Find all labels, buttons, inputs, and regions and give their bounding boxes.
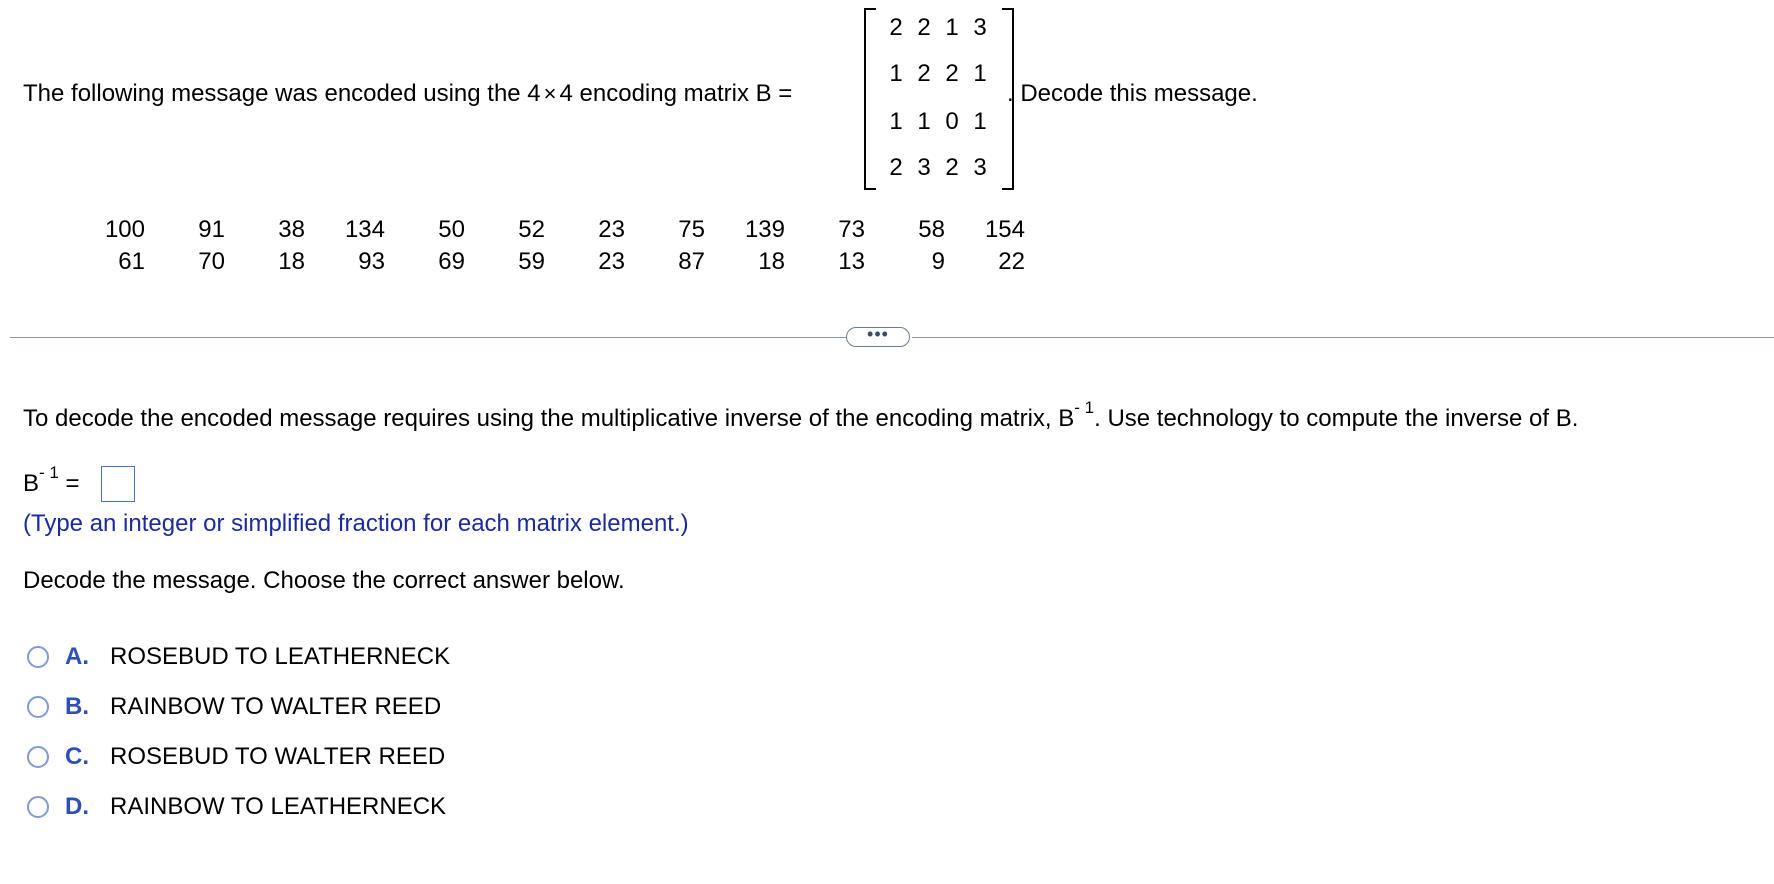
radio-button-icon[interactable] (27, 646, 49, 668)
matrix-cell: 0 (945, 108, 959, 135)
intro-text: The following message was encoded using the 4 (23, 80, 541, 107)
instruction-after: . Use technology to compute the inverse of B. (1094, 405, 1579, 432)
matrix-cell: 2 (917, 14, 931, 41)
matrix-cell: 3 (973, 14, 987, 41)
matrix-cell: 3 (917, 154, 931, 181)
encoded-number: 23 (598, 248, 625, 275)
inverse-matrix-input[interactable] (101, 466, 135, 502)
radio-button-icon[interactable] (27, 696, 49, 718)
option-text: RAINBOW TO WALTER REED (110, 693, 442, 720)
encoded-number: 9 (931, 248, 945, 275)
encoded-number: 52 (518, 216, 545, 243)
encoded-number: 69 (438, 248, 465, 275)
inverse-label-equals: = (58, 470, 80, 497)
option-text: ROSEBUD TO WALTER REED (110, 743, 446, 770)
section-divider (912, 337, 1774, 338)
encoded-number: 23 (598, 216, 625, 243)
encoded-number: 70 (198, 248, 225, 275)
option-letter: A. (65, 643, 89, 670)
encoded-number: 100 (104, 216, 145, 243)
matrix-row (884, 153, 994, 183)
encoded-number: 22 (998, 248, 1025, 275)
matrix-cell: 1 (945, 14, 959, 41)
instruction-text (23, 398, 1579, 433)
encoded-number: 50 (438, 216, 465, 243)
matrix-cell: 3 (973, 154, 987, 181)
encoded-number: 75 (678, 216, 705, 243)
matrix-cell: 1 (973, 108, 987, 135)
encoded-number: 93 (358, 248, 385, 275)
inverse-label (23, 463, 80, 498)
encoded-number: 13 (838, 248, 865, 275)
matrix-row (884, 107, 994, 137)
encoded-number: 18 (278, 248, 305, 275)
radio-button-icon[interactable] (27, 796, 49, 818)
instruction-before: To decode the encoded message requires using the multiplicative inverse of the encoding matrix, B (23, 405, 1075, 432)
encoded-number: 59 (518, 248, 545, 275)
times-symbol: × (543, 81, 557, 106)
matrix-cell: 2 (889, 154, 903, 181)
problem-intro (23, 80, 792, 108)
encoded-number: 73 (838, 216, 865, 243)
encoded-number: 134 (344, 216, 385, 243)
matrix-cell: 1 (973, 60, 987, 87)
encoded-number: 87 (678, 248, 705, 275)
inverse-superscript: - 1 (1074, 398, 1095, 417)
matrix-row (884, 59, 994, 89)
option-letter: B. (65, 693, 89, 720)
decode-prompt: Decode the message. Choose the correct answer below. (23, 567, 625, 594)
section-divider (10, 337, 846, 338)
encoded-message (85, 214, 1045, 284)
intro-text-2: 4 encoding matrix B = (559, 80, 793, 107)
radio-button-icon[interactable] (27, 746, 49, 768)
option-text: RAINBOW TO LEATHERNECK (110, 793, 447, 820)
encoded-number: 18 (758, 248, 785, 275)
matrix-cell: 2 (945, 154, 959, 181)
option-letter: D. (65, 793, 89, 820)
matrix-cell: 2 (945, 60, 959, 87)
matrix-cell: 2 (917, 60, 931, 87)
input-hint: (Type an integer or simplified fraction for each matrix element.) (23, 510, 689, 537)
matrix-cell: 1 (889, 60, 903, 87)
matrix-row (884, 13, 994, 43)
expand-more-button[interactable]: ••• (846, 327, 910, 347)
encoded-number: 139 (744, 216, 785, 243)
inverse-label-base: B (23, 470, 40, 497)
encoded-number: 91 (198, 216, 225, 243)
inverse-label-sup: - 1 (39, 463, 59, 482)
option-text: ROSEBUD TO LEATHERNECK (110, 643, 451, 670)
matrix-cell: 1 (889, 108, 903, 135)
problem-suffix: . Decode this message. (1007, 80, 1258, 107)
encoded-number: 38 (278, 216, 305, 243)
option-letter: C. (65, 743, 89, 770)
encoded-number: 154 (984, 216, 1025, 243)
matrix-cell: 1 (917, 108, 931, 135)
encoded-number: 58 (918, 216, 945, 243)
matrix-left-bracket (864, 8, 876, 190)
encoded-number: 61 (118, 248, 145, 275)
encoding-matrix (864, 4, 1014, 190)
matrix-cell: 2 (889, 14, 903, 41)
